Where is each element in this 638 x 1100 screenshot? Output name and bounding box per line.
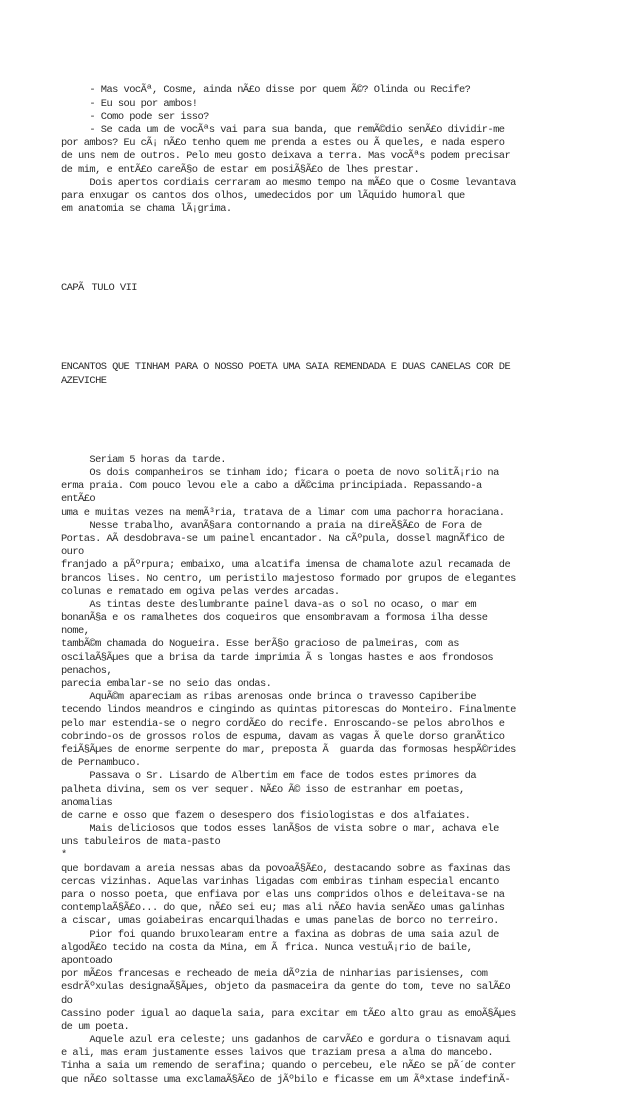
text-line: palheta divina, sem os ver sequer. NÃ£o Ã© isso de estranhar em poetas, bbox=[61, 783, 465, 796]
text-line: franjado a pÃºrpura; embaixo, uma alcatifa imensa de chamalote azul recamada de bbox=[61, 559, 511, 572]
text-line: Aquele azul era celeste; uns gadanhos de carvÃ£o e gordura o tisnavam aqui bbox=[61, 1034, 511, 1047]
text-line: a ciscar, umas goiabeiras encarquilhadas e umas panelas de borco no terreiro. bbox=[61, 915, 499, 928]
text-line: erma praia. Com pouco levou ele a cabo a dÃ©cima principiada. Repassando-a bbox=[61, 480, 482, 493]
text-line: Pior foi quando bruxolearam entre a faxina as dobras de uma saia azul de bbox=[61, 928, 499, 941]
text-line: do bbox=[61, 994, 73, 1007]
text-line: parecia embalar-se no seio das ondas. bbox=[61, 678, 272, 691]
text-line: tambÃ©m chamada do Nogueira. Esse berÃ§o gracioso de palmeiras, com as bbox=[61, 638, 459, 651]
text-line: AZEVICHE bbox=[61, 374, 107, 387]
text-line: tecendo lindos meandros e cingindo as quintas pitorescas do Monteiro. Finalmente bbox=[61, 704, 516, 717]
text-line: que nÃ£o soltasse uma exclamaÃ§Ã£o de jÃºbilo e ficasse em um Ãªxtase indefinÃ- bbox=[61, 1073, 511, 1086]
text-line: por mÃ£os francesas e recheado de meia dÃºzia de ninharias parisienses, com bbox=[61, 968, 488, 981]
text-line: * bbox=[61, 849, 67, 862]
text-line: esdrÃºxulas designaÃ§Ãµes, objeto da pasmaceira da gente do tom, teve no salÃ£o bbox=[61, 981, 511, 994]
text-line: Seriam 5 horas da tarde. bbox=[61, 453, 226, 466]
text-line: Mais deliciosos que todos esses lanÃ§os de vista sobre o mar, achava ele bbox=[61, 823, 499, 836]
text-line: - Mas vocÃª, Cosme, ainda nÃ£o disse por quem Ã©? Olinda ou Recife? bbox=[61, 84, 471, 97]
chapter-body bbox=[61, 454, 621, 1087]
text-line: - Se cada um de vocÃªs vai para sua banda, que remÃ©dio senÃ£o dividir-me bbox=[61, 123, 505, 136]
text-line: Nesse trabalho, avanÃ§ara contornando a praia na direÃ§Ã£o de Fora de bbox=[61, 519, 482, 532]
text-line: feiÃ§Ãµes de enorme serpente do mar, preposta Ã guarda das formosas hespÃ©rides bbox=[61, 743, 516, 756]
spacer bbox=[61, 322, 621, 335]
text-line: cercas vizinhas. Aquelas varinhas ligadas com embiras tinham especial encanto bbox=[61, 875, 499, 888]
text-line: uma e muitas vezes na memÃ³ria, tratava de a limar com uma pachorra horaciana. bbox=[61, 506, 505, 519]
text-line: Dois apertos cordiais cerraram ao mesmo tempo na mÃ£o que o Cosme levantava bbox=[61, 176, 516, 189]
dialogue-paragraphs bbox=[61, 84, 621, 216]
text-line: para enxugar os cantos dos olhos, umedecidos por um lÃquido humoral que bbox=[61, 189, 465, 202]
text-line: Tinha a saia um remendo de serafina; quando o percebeu, ele nÃ£o se pÃ´de conter bbox=[61, 1060, 516, 1073]
text-line: para o nosso poeta, que enfiava por elas uns compridos olhos e deleitava-se na bbox=[61, 889, 505, 902]
chapter-title bbox=[61, 361, 621, 387]
text-line: contemplaÃ§Ã£o... do que, nÃ£o sei eu; mas ali nÃ£o havia senÃ£o umas galinhas bbox=[61, 902, 505, 915]
chapter-heading: CAPÃTULO VII bbox=[61, 282, 137, 295]
text-line: bonanÃ§a e os ramalhetes dos coqueiros que ensombravam a formosa ilha desse bbox=[61, 612, 488, 625]
text-line: por ambos? Eu cÃ¡ nÃ£o tenho quem me prenda a estes ou Ã queles, e nada espero bbox=[61, 137, 505, 150]
text-line: entÃ£o bbox=[61, 493, 96, 506]
text-line: de mim, e entÃ£o careÃ§o de estar em posiÃ§Ã£o de lhes prestar. bbox=[61, 163, 420, 176]
text-line: pelo mar estendia-se o negro cordÃ£o do recife. Enroscando-se pelos abrolhos e bbox=[61, 717, 505, 730]
text-line: brancos lises. No centro, um peristilo majestoso formado por grupos de elegantes bbox=[61, 572, 516, 585]
text-line: cobrindo-os de grossos rolos de espuma, davam as vagas Ã quele dorso granÃtico bbox=[61, 730, 505, 743]
text-line: e ali, mas eram justamente esses laivos que traziam presa a alma do mancebo. bbox=[61, 1047, 494, 1060]
text-line: As tintas deste deslumbrante painel dava-as o sol no ocaso, o mar em bbox=[61, 598, 477, 611]
text-line: que bordavam a areia nessas abas da povoaÃ§Ã£o, destacando sobre as faxinas das bbox=[61, 862, 511, 875]
spacer bbox=[61, 414, 621, 427]
document-page bbox=[61, 58, 621, 1100]
text-line: de carne e osso que fazem o desespero dos fisiologistas e dos alfaiates. bbox=[61, 809, 471, 822]
text-line: oscilaÃ§Ãµes que a brisa da tarde imprimia Ã s longas hastes e aos frondosos bbox=[61, 651, 494, 664]
text-line: de Pernambuco. bbox=[61, 757, 141, 770]
text-line: Passava o Sr. Lisardo de Albertim em face de todos estes primores da bbox=[61, 770, 477, 783]
text-line: uns tabuleiros de mata-pasto bbox=[61, 836, 221, 849]
spacer bbox=[61, 243, 621, 256]
text-line: ouro bbox=[61, 546, 84, 559]
text-line: - Eu sou por ambos! bbox=[61, 97, 198, 110]
text-line: apontoado bbox=[61, 954, 113, 967]
text-line: Portas. AÃ desdobrava-se um painel encantador. Na cÃºpula, dossel magnÃfico de bbox=[61, 532, 505, 545]
text-line: colunas e rematado em ogiva pelas verdes arcadas. bbox=[61, 585, 340, 598]
text-line: de uns nem de outros. Pelo meu gosto deixava a terra. Mas vocÃªs podem precisar bbox=[61, 150, 511, 163]
text-line: nome, bbox=[61, 625, 90, 638]
text-line: de um poeta. bbox=[61, 1020, 130, 1033]
text-line: anomalias bbox=[61, 796, 113, 809]
text-line: ENCANTOS QUE TINHAM PARA O NOSSO POETA UMA SAIA REMENDADA E DUAS CANELAS COR DE bbox=[61, 361, 511, 374]
text-line: Cassino poder igual ao daquela saia, para excitar em tÃ£o alto grau as emoÃ§Ãµes bbox=[61, 1007, 516, 1020]
text-line: AquÃ©m apareciam as ribas arenosas onde brinca o travesso Capiberibe bbox=[61, 691, 477, 704]
text-line: Os dois companheiros se tinham ido; ficara o poeta de novo solitÃ¡rio na bbox=[61, 467, 499, 480]
text-line: em anatomia se chama lÃ¡grima. bbox=[61, 203, 232, 216]
text-line: algodÃ£o tecido na costa da Mina, em Ãfrica. Nunca vestuÃ¡rio de baile, bbox=[61, 941, 473, 954]
text-line: - Como pode ser isso? bbox=[61, 110, 209, 123]
text-line: penachos, bbox=[61, 664, 113, 677]
